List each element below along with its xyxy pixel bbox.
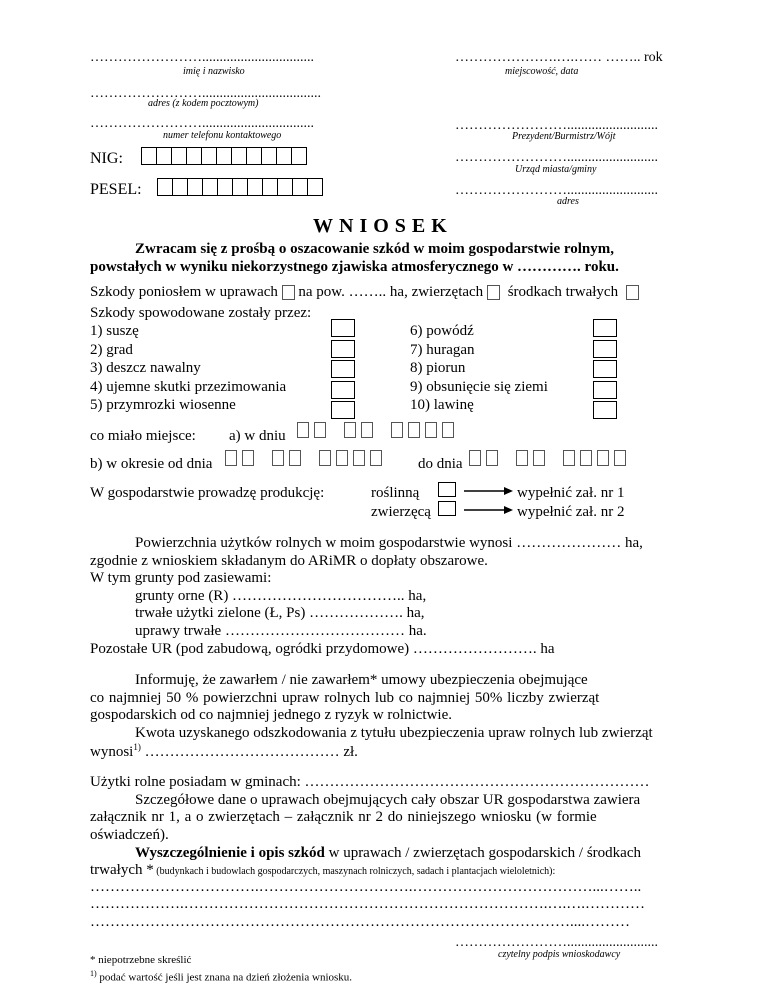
pesel-digit-box[interactable]	[232, 178, 248, 196]
phone-label: numer telefonu kontaktowego	[163, 130, 282, 141]
crops-checkbox[interactable]	[282, 285, 295, 300]
nig-digit-box[interactable]	[171, 147, 187, 165]
footnote-2	[90, 969, 352, 984]
pesel-digit-box[interactable]	[187, 178, 203, 196]
cause-item: 4) ujemne skutki przezimowania	[90, 378, 287, 395]
place-date-field-line[interactable]: ………………….….…… …….. rok	[455, 50, 663, 65]
damages-fixed: środkach trwałych	[507, 284, 619, 300]
cause-item: 2) grad	[90, 341, 133, 358]
date-digit-box[interactable]	[289, 450, 301, 466]
date-digit-box[interactable]	[425, 422, 437, 438]
date-digit-box[interactable]	[344, 422, 356, 438]
pesel-digit-box[interactable]	[217, 178, 233, 196]
date-digit-box[interactable]	[242, 450, 254, 466]
address-label: adres (z kodem pocztowym)	[148, 98, 259, 109]
day-date-boxes[interactable]	[297, 422, 454, 438]
grassland-line: trwałe użytki zielone (Ł, Ps) ………………. ha,	[135, 605, 425, 621]
cause-item: 7) huragan	[410, 341, 475, 358]
address-field-line[interactable]: ……………………..................................	[90, 86, 321, 101]
date-digit-box[interactable]	[314, 422, 326, 438]
date-digit-box[interactable]	[408, 422, 420, 438]
date-digit-box[interactable]	[370, 450, 382, 466]
cause-checkbox[interactable]	[593, 360, 617, 378]
footnote-2-text: podać wartość jeśli jest znana na dzień złożenia wniosku.	[96, 971, 353, 984]
pesel-digit-box[interactable]	[307, 178, 323, 196]
cause-item: 9) obsunięcie się ziemi	[410, 378, 548, 395]
cause-checkbox[interactable]	[593, 319, 617, 337]
insurance-amount-label: wynosi	[90, 744, 134, 760]
annex-line-1: Szczegółowe dane o uprawach obejmujących cały obszar UR gospodarstwa zawiera	[135, 792, 641, 808]
other-land-line: Pozostałe UR (pod zabudową, ogródki przydomowe) ……………………. ha	[90, 641, 555, 657]
cause-item: 1) suszę	[90, 323, 139, 339]
insurance-line-3: gospodarskich od co najmniej jednego z ryzyk w rolnictwie.	[90, 707, 452, 723]
place-date-label: miejscowość, data	[505, 66, 579, 77]
arable-line: grunty orne (R) …………………………….. ha,	[135, 588, 427, 604]
pesel-digit-box[interactable]	[172, 178, 188, 196]
cause-checkboxes-left	[331, 319, 355, 419]
damages-prefix: Szkody poniosłem w uprawach	[90, 284, 278, 300]
insurance-amount-dots: ………………………………… zł.	[140, 744, 358, 760]
area-line-1: Powierzchnia użytków rolnych w moim gospodarstwie wynosi ………………… ha,	[135, 535, 643, 551]
production-label: W gospodarstwie prowadzę produkcję:	[90, 485, 325, 501]
annex-line-3: oświadczeń).	[90, 827, 169, 843]
detail-fixed-assets-note: (budynkach i budowlach gospodarczych, maszynach rolniczych, sadach i plantacjach wieloletnich):	[153, 866, 556, 877]
date-digit-box[interactable]	[336, 450, 348, 466]
date-digit-box[interactable]	[391, 422, 403, 438]
cause-item: 10) lawinę	[410, 397, 474, 413]
fill-annex-1: wypełnić zał. nr 1	[517, 485, 625, 501]
footnote-ref: 1)	[133, 742, 141, 752]
nig-digit-box[interactable]	[231, 147, 247, 165]
office-field-line[interactable]: ……………………..........................	[455, 150, 658, 165]
cause-checkbox[interactable]	[331, 319, 355, 337]
office-address-label: adres	[557, 196, 579, 207]
date-digit-box[interactable]	[225, 450, 237, 466]
date-digit-box[interactable]	[516, 450, 528, 466]
nig-digit-box[interactable]	[261, 147, 277, 165]
cause-checkbox[interactable]	[331, 340, 355, 358]
nig-digit-box[interactable]	[216, 147, 232, 165]
cause-item: 5) przymrozki wiosenne	[90, 397, 236, 413]
permanent-crops-line: uprawy trwałe ……………………………… ha.	[135, 623, 427, 639]
detail-field-line[interactable]: ……………….……………………………………………………………….….….…………	[90, 896, 645, 912]
annex-line-2: załącznik nr 1, a o zwierzętach – załącznik nr 2 do niniejszego wniosku (w formie	[90, 809, 597, 825]
date-digit-box[interactable]	[319, 450, 331, 466]
office-address-field-line[interactable]: ……………………..........................	[455, 183, 658, 198]
caused-by-label: Szkody spowodowane zostały przez:	[90, 305, 312, 321]
fixed-assets-checkbox[interactable]	[626, 285, 639, 300]
arrow-right-icon	[464, 486, 514, 496]
damages-line	[90, 284, 639, 301]
insurance-line-1: Informuję, że zawarłem / nie zawarłem* umowy ubezpieczenia obejmujące	[135, 672, 588, 688]
cause-list-right	[410, 322, 548, 415]
footnote-1: * niepotrzebne skreślić	[90, 954, 192, 966]
name-field-line[interactable]: ……………………................................	[90, 50, 314, 65]
damages-area: na pow. …….. ha, zwierzętach	[298, 284, 484, 300]
cause-checkbox[interactable]	[593, 381, 617, 399]
footnote-marker: 1)	[90, 969, 97, 978]
nig-digit-box[interactable]	[276, 147, 292, 165]
nig-digit-box[interactable]	[246, 147, 262, 165]
nig-digit-box[interactable]	[186, 147, 202, 165]
pesel-digit-box[interactable]	[247, 178, 263, 196]
to-date-boxes[interactable]	[469, 450, 626, 466]
detail-fixed-assets: trwałych *	[90, 862, 154, 878]
period-label: b) w okresie od dnia	[90, 456, 213, 472]
cause-list-left	[90, 322, 286, 415]
pesel-digit-box[interactable]	[277, 178, 293, 196]
nig-digit-box[interactable]	[201, 147, 217, 165]
detail-line-1	[135, 845, 641, 862]
from-date-boxes[interactable]	[225, 450, 382, 466]
date-digit-box[interactable]	[272, 450, 284, 466]
day-label: a) w dniu	[229, 428, 286, 444]
sown-label: W tym grunty pod zasiewami:	[90, 570, 272, 586]
date-digit-box[interactable]	[297, 422, 309, 438]
pesel-label: PESEL:	[90, 181, 142, 198]
detail-line-2	[90, 862, 555, 879]
animal-checkbox[interactable]	[438, 501, 456, 516]
date-digit-box[interactable]	[597, 450, 609, 466]
area-line-2: zgodnie z wnioskiem składanym do ARiMR o dopłaty obszarowe.	[90, 553, 488, 569]
date-digit-box[interactable]	[353, 450, 365, 466]
signature-label: czytelny podpis wnioskodawcy	[498, 949, 621, 960]
plant-checkbox[interactable]	[438, 482, 456, 497]
date-digit-box[interactable]	[563, 450, 575, 466]
cause-checkbox[interactable]	[331, 381, 355, 399]
intro-line-2: powstałych w wyniku niekorzystnego zjawiska atmosferycznego w …………. roku.	[90, 259, 619, 275]
detail-field-line[interactable]: ……………………………………………………………………………………....………	[90, 914, 630, 930]
date-digit-box[interactable]	[442, 422, 454, 438]
cause-checkbox[interactable]	[331, 401, 355, 419]
signature-field-line[interactable]: ……………………..........................	[455, 935, 658, 950]
to-date-label: do dnia	[418, 456, 463, 472]
animals-checkbox[interactable]	[487, 285, 500, 300]
pesel-digit-box[interactable]	[157, 178, 173, 196]
cause-checkbox[interactable]	[593, 401, 617, 419]
date-digit-box[interactable]	[614, 450, 626, 466]
insurance-line-4: Kwota uzyskanego odszkodowania z tytułu ubezpieczenia upraw rolnych lub zwierząt	[135, 725, 653, 741]
nig-digit-box[interactable]	[291, 147, 307, 165]
page-title: WNIOSEK	[313, 215, 453, 237]
nig-digit-box[interactable]	[141, 147, 157, 165]
pesel-digit-box[interactable]	[262, 178, 278, 196]
name-label: imię i nazwisko	[183, 66, 245, 77]
phone-field-line[interactable]: ……………………................................	[90, 116, 314, 131]
mayor-field-line[interactable]: ……………………..........................	[455, 118, 658, 133]
intro-line-1: Zwracam się z prośbą o oszacowanie szkód w moim gospodarstwie rolnym,	[135, 241, 615, 257]
mayor-label: Prezydent/Burmistrz/Wójt	[512, 131, 616, 142]
date-digit-box[interactable]	[469, 450, 481, 466]
arrow-right-icon	[464, 505, 514, 515]
communes-line: Użytki rolne posiadam w gminach: ……………………………………………………………	[90, 774, 650, 790]
pesel-digit-box[interactable]	[202, 178, 218, 196]
office-label: Urząd miasta/gminy	[515, 164, 597, 175]
pesel-digit-box[interactable]	[292, 178, 308, 196]
nig-boxes[interactable]	[141, 147, 306, 165]
animal-label: zwierzęcą	[371, 504, 431, 520]
cause-checkbox[interactable]	[331, 360, 355, 378]
date-digit-box[interactable]	[533, 450, 545, 466]
cause-item: 3) deszcz nawalny	[90, 360, 201, 376]
detail-field-line[interactable]: …………………………….………………………….………………………………...……..	[90, 879, 642, 895]
insurance-line-5	[90, 742, 358, 761]
nig-digit-box[interactable]	[156, 147, 172, 165]
nig-label: NIG:	[90, 150, 123, 167]
happened-label: co miało miejsce:	[90, 428, 196, 444]
cause-item: 6) powódź	[410, 323, 474, 339]
date-digit-box[interactable]	[486, 450, 498, 466]
plant-label: roślinną	[371, 485, 420, 501]
cause-checkboxes-right	[593, 319, 617, 419]
detail-heading: Wyszczególnienie i opis szkód	[135, 845, 325, 861]
detail-heading-rest: w uprawach / zwierzętach gospodarskich / środkach	[324, 845, 641, 861]
cause-item: 8) piorun	[410, 360, 466, 376]
fill-annex-2: wypełnić zał. nr 2	[517, 504, 625, 520]
insurance-line-2: co najmniej 50 % powierzchni upraw rolnych lub co najmniej 50% liczby zwierząt	[90, 690, 600, 706]
cause-checkbox[interactable]	[593, 340, 617, 358]
pesel-boxes[interactable]	[157, 178, 322, 196]
date-digit-box[interactable]	[580, 450, 592, 466]
date-digit-box[interactable]	[361, 422, 373, 438]
